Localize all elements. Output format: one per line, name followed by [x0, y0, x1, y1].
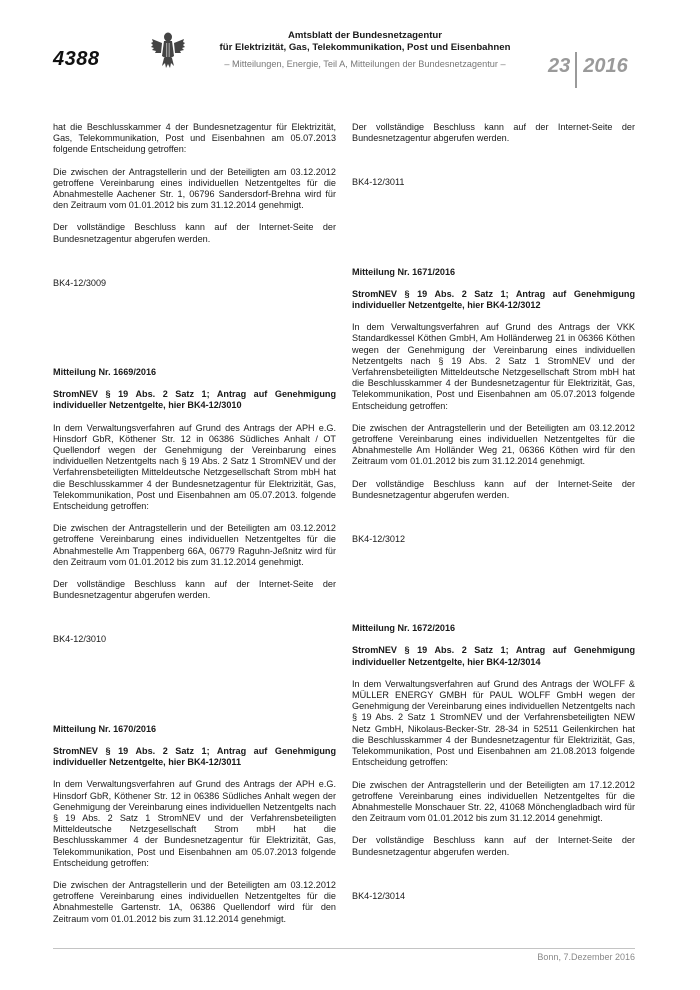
publication-title-line-2: für Elektrizität, Gas, Telekommunikation, Post und Eisenbahnen — [219, 42, 511, 53]
paragraph: In dem Verwaltungsverfahren auf Grund des Antrags der APH e.G. Hinsdorf GbR, Köthener Str. 12 in 06386 Südliches Anhalt / OT Quellendorf wegen der Genehmigung der Vereinbarung eines individuellen Netzentgelts nach § 19 Abs. 2 Satz 1 StromNEV und der Verfahrensbeteiligten Mitteldeutsche Netzgesellschaft Strom mbH hat die Beschlusskammer 4 der Bundesnetzagentur für Elektrizität, Gas, Telekommunikation, Post und Eisenbahnen am 05.07.2013. folgende Entscheidung getroffen: — [53, 422, 336, 512]
paragraph: Die zwischen der Antragstellerin und der Beteiligten am 17.12.2012 getroffene Vereinbarung eines individuellen Netzentgeltes für die Abnahmestelle Monschauer Str. 22, 41068 Mönchengladbach wird für den Zeitraum vom 01.01.2012 bis zum 31.12.2014 genehmigt. — [352, 779, 635, 824]
reference-number: BK4-12/3011 — [352, 177, 405, 188]
notice-subheading: StromNEV § 19 Abs. 2 Satz 1; Antrag auf Genehmigung individueller Netzentgelte, hier BK4-12/3011 — [53, 745, 336, 768]
paragraph: In dem Verwaltungsverfahren auf Grund des Antrags der VKK Standardkessel Köthen GmbH, Am Holländerweg 21 in 06366 Köthen wegen der Genehmigung der Vereinbarung eines individuellen Netzentgelts nach § 19 Abs. 2 Satz 1 StromNEV und der Verfahrensbeteiligten Mitteldeutsche Netzgesellschaft Strom mbH hat die Beschlusskammer 4 der Bundesnetzagentur für Elektrizität, Gas, Telekommunikation, Post und Eisenbahnen am 05.07.2013 folgende Entscheidung getroffen: — [352, 322, 635, 411]
paragraph: Die zwischen der Antragstellerin und der Beteiligten am 03.12.2012 getroffene Vereinbarung eines individuellen Netzentgeltes für die Abnahmestelle Gartenstr. 1A, 06386 Quellendorf wird für den Zeitraum vom 01.01.2012 bis zum 31.12.2014 genehmigt. — [53, 879, 336, 924]
issue-divider — [575, 52, 577, 88]
paragraph: Der vollständige Beschluss kann auf der Internet-Seite der Bundesnetzagentur abgerufen werden. — [352, 835, 635, 857]
left-column — [53, 122, 336, 925]
publication-title — [190, 30, 540, 54]
paragraph: Der vollständige Beschluss kann auf der Internet-Seite der Bundesnetzagentur abgerufen werden. — [352, 122, 635, 144]
reference-number: BK4-12/3010 — [53, 634, 107, 645]
paragraph: Der vollständige Beschluss kann auf der Internet-Seite der Bundesnetzagentur abgerufen werden. — [53, 579, 336, 601]
issue-year: 2016 — [583, 54, 628, 77]
publication-title-line-1: Amtsblatt der Bundesnetzagentur — [287, 30, 443, 41]
paragraph: In dem Verwaltungsverfahren auf Grund des Antrags der APH e.G. Hinsdorf GbR, Köthener Str. 12 in 06386 Südliches Anhalt wegen der Genehmigung der Vereinbarung eines individuellen Netzentgelts nach § 19 Abs. 2 Satz 1 StromNEV und der Verfahrensbeteiligten Mitteldeutsche Netzgesellschaft Strom mbH hat die Beschlusskammer 4 der Bundesnetzagentur für Elektrizität, Gas, Telekommunikation, Post und Eisenbahnen am 05.07.2013 folgende Entscheidung getroffen: — [53, 779, 336, 868]
paragraph: Der vollständige Beschluss kann auf der Internet-Seite der Bundesnetzagentur abgerufen werden. — [53, 222, 336, 244]
paragraph: Der vollständige Beschluss kann auf der Internet-Seite der Bundesnetzagentur abgerufen werden. — [352, 478, 635, 500]
notice-subheading: StromNEV § 19 Abs. 2 Satz 1; Antrag auf Genehmigung individueller Netzentgelte, hier BK4-12/3010 — [53, 389, 336, 411]
page-number: 4388 — [53, 48, 100, 70]
issue-number: 23 — [548, 54, 571, 77]
footer-divider — [53, 948, 635, 949]
notice-heading: Mitteilung Nr. 1669/2016 — [53, 367, 157, 378]
paragraph: Die zwischen der Antragstellerin und der Beteiligten am 03.12.2012 getroffene Vereinbarung eines individuellen Netzentgeltes für die Abnahmestelle Aachener Str. 1, 06796 Sandersdorf-Brehna wird für den Zeitraum vom 01.01.2012 bis zum 31.12.2014 genehmigt. — [53, 166, 336, 211]
notice-heading: Mitteilung Nr. 1670/2016 — [53, 723, 157, 734]
paragraph: hat die Beschlusskammer 4 der Bundesnetzagentur für Elektrizität, Gas, Telekommunikation, Post und Eisenbahnen am 05.07.2013 folgende Entscheidung getroffen: — [53, 122, 336, 155]
notice-subheading: StromNEV § 19 Abs. 2 Satz 1; Antrag auf Genehmigung individueller Netzentgelte, hier BK4-12/3012 — [352, 288, 635, 311]
paragraph: Die zwischen der Antragstellerin und der Beteiligten am 03.12.2012 getroffene Vereinbarung eines individuellen Netzentgeltes für die Abnahmestelle Am Holländer Weg 21, 06366 Köthen wird für den Zeitraum vom 01.01.2012 bis zum 31.12.2014 genehmigt. — [352, 422, 635, 467]
paragraph: In dem Verwaltungsverfahren auf Grund des Antrags der WOLFF & MÜLLER ENERGY GMBH für PAUL WOLFF GmbH wegen der Genehmigung der Vereinbarung eines individuellen Netzentgelts nach § 19 Abs. 2 Satz 1 StromNEV und der Verfahrensbeteiligten NEW Netz GmbH, Nikolaus-Becker-Str. 28-34 in 52511 Geilenkirchen hat die Beschlusskammer 4 der Bundesnetzagentur für Elektrizität, Gas, Telekommunikation, Post und Eisenbahnen am 21.08.2013 folgende Entscheidung getroffen: — [352, 678, 635, 768]
reference-number: BK4-12/3009 — [53, 277, 107, 288]
notice-heading: Mitteilung Nr. 1671/2016 — [352, 266, 456, 277]
paragraph: Die zwischen der Antragstellerin und der Beteiligten am 03.12.2012 getroffene Vereinbarung eines individuellen Netzentgeltes für die Abnahmestelle Am Trappenberg 66A, 06779 Raguhn-Jeßnitz wird für den Zeitraum vom 01.01.2012 bis zum 31.12.2014 genehmigt. — [53, 523, 336, 567]
publication-subtitle: – Mitteilungen, Energie, Teil A, Mitteilungen der Bundesnetzagentur – — [224, 59, 506, 69]
federal-eagle-icon — [150, 30, 186, 70]
right-column — [352, 122, 635, 902]
reference-number: BK4-12/3014 — [352, 890, 406, 901]
reference-number: BK4-12/3012 — [352, 534, 406, 545]
notice-heading: Mitteilung Nr. 1672/2016 — [352, 623, 456, 634]
issue-badge — [548, 48, 628, 84]
notice-subheading: StromNEV § 19 Abs. 2 Satz 1; Antrag auf Genehmigung individueller Netzentgelte, hier BK4-12/3014 — [352, 645, 635, 667]
footer-place-date: Bonn, 7.Dezember 2016 — [537, 952, 635, 962]
